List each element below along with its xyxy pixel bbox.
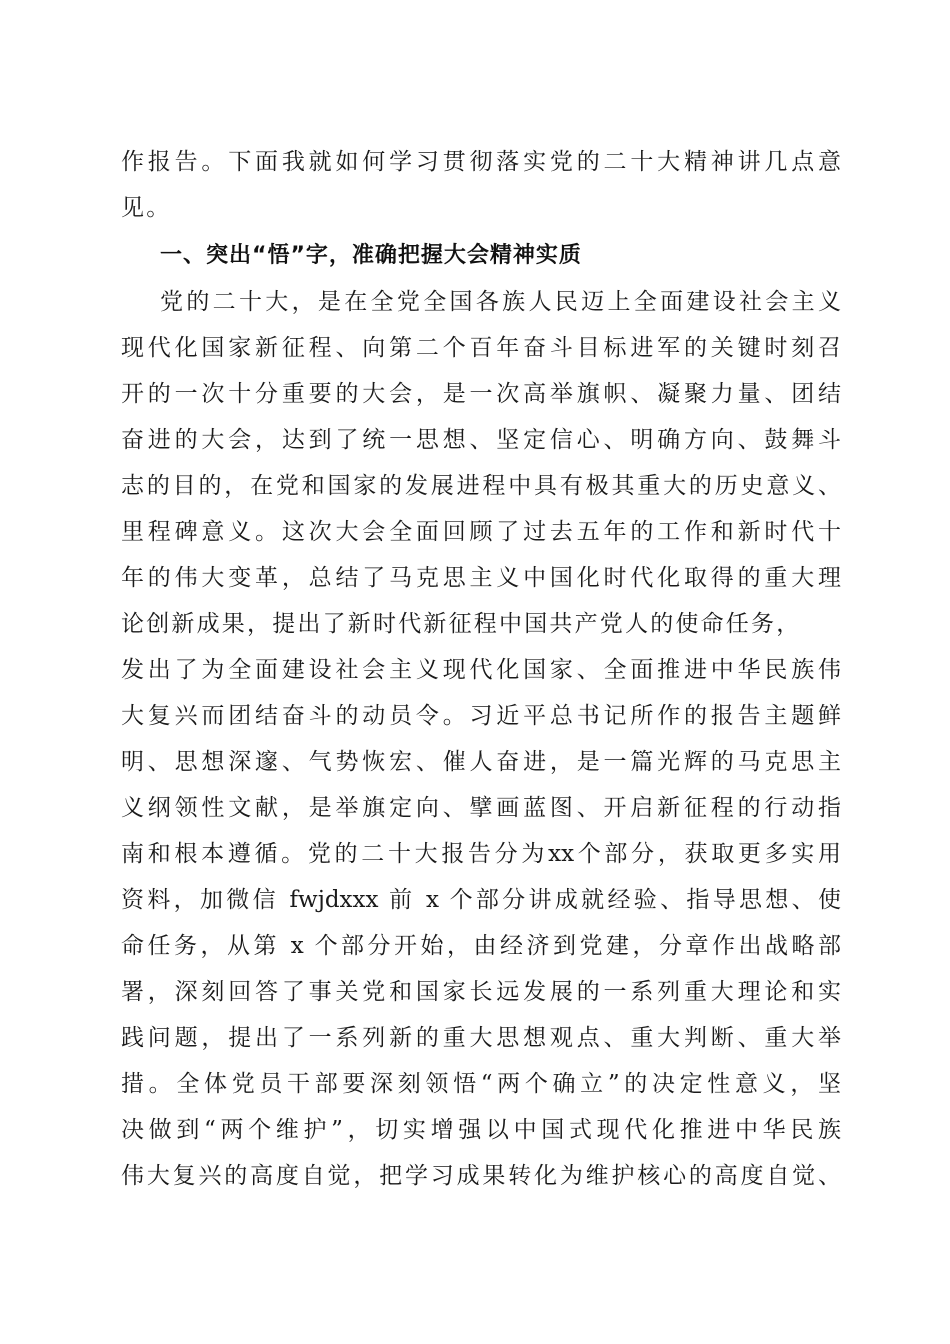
body-line-16: 署，深刻回答了事关党和国家长远发展的一系列重大理论和实: [121, 979, 841, 1005]
body-line-13: 南和根本遵循。党的二十大报告分为xx个部分，获取更多实用: [121, 841, 841, 867]
intro-line-2: 见。: [121, 195, 172, 221]
body-line-7: 年的伟大变革，总结了马克思主义中国化时代化取得的重大理: [121, 565, 841, 591]
body-line-18: 措。全体党员干部要深刻领悟“两个确立”的决定性意义，坚: [121, 1071, 841, 1097]
body-line-19: 决做到“两个维护”，切实增强以中国式现代化推进中华民族: [121, 1117, 841, 1143]
body-line-5: 志的目的，在党和国家的发展进程中具有极其重大的历史意义、: [121, 473, 841, 499]
body-line-4: 奋进的大会，达到了统一思想、坚定信心、明确方向、鼓舞斗: [121, 427, 841, 453]
body-line-20: 伟大复兴的高度自觉，把学习成果转化为维护核心的高度自觉、: [121, 1163, 841, 1189]
body-line-15: 命任务，从第 x 个部分开始，由经济到党建，分章作出战略部: [121, 933, 841, 959]
body-line-17: 践问题，提出了一系列新的重大思想观点、重大判断、重大举: [121, 1025, 841, 1051]
body-line-1: 党的二十大，是在全党全国各族人民迈上全面建设社会主义: [160, 289, 841, 315]
body-line-10: 大复兴而团结奋斗的动员令。习近平总书记所作的报告主题鲜: [121, 703, 841, 729]
body-line-11: 明、思想深邃、气势恢宏、催人奋进，是一篇光辉的马克思主: [121, 749, 841, 775]
section-heading: 一、突出“悟”字，准确把握大会精神实质: [160, 243, 582, 268]
intro-line-1: 作报告。下面我就如何学习贯彻落实党的二十大精神讲几点意: [121, 149, 841, 175]
body-line-9: 发出了为全面建设社会主义现代化国家、全面推进中华民族伟: [121, 657, 841, 683]
body-line-6: 里程碑意义。这次大会全面回顾了过去五年的工作和新时代十: [121, 519, 841, 545]
body-line-14: 资料，加微信 fwjdxxx 前 x 个部分讲成就经验、指导思想、使: [121, 887, 841, 913]
body-line-8: 论创新成果，提出了新时代新征程中国共产党人的使命任务，: [121, 611, 802, 637]
body-line-3: 开的一次十分重要的大会，是一次高举旗帜、凝聚力量、团结: [121, 381, 841, 407]
body-line-2: 现代化国家新征程、向第二个百年奋斗目标进军的关键时刻召: [121, 335, 841, 361]
body-line-12: 义纲领性文献，是举旗定向、擘画蓝图、开启新征程的行动指: [121, 795, 841, 821]
